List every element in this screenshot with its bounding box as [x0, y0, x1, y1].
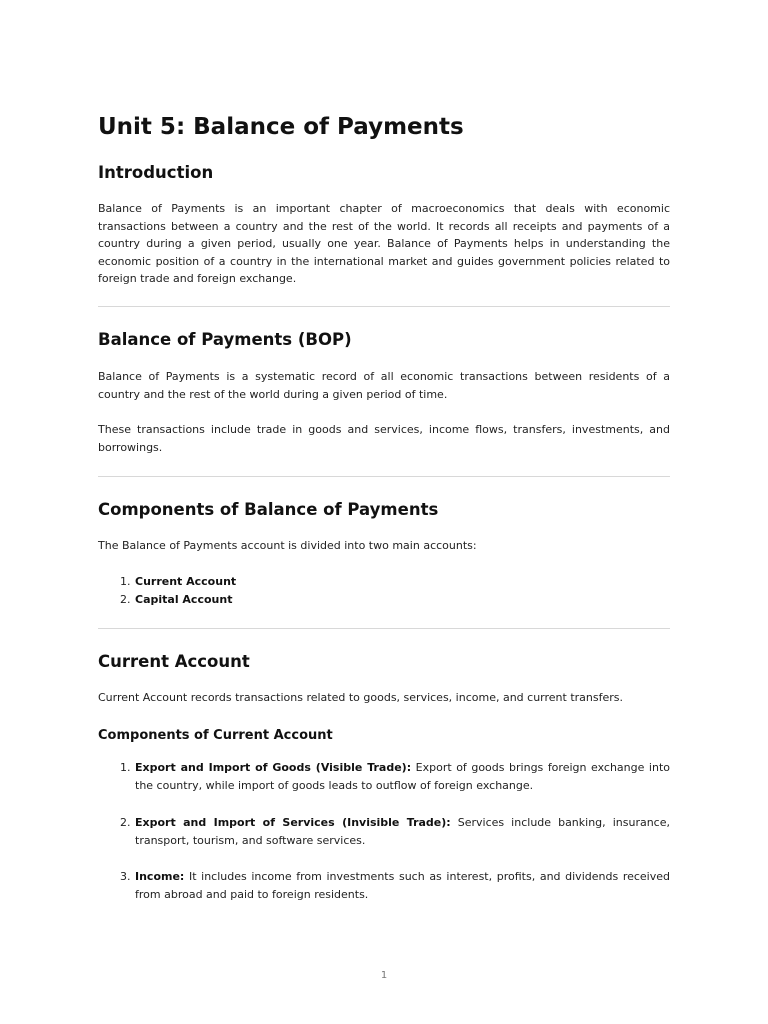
list-number: 3.: [120, 870, 131, 883]
list-item-label: Current Account: [135, 575, 237, 588]
components-paragraph: The Balance of Payments account is divided into two main accounts:: [98, 539, 477, 552]
list-number: 2.: [120, 593, 131, 606]
list-item-text: Export of goods brings foreign exchange into the country, while import of goods leads to outflow of foreign exchange.: [135, 761, 670, 792]
list-item: [120, 814, 670, 849]
section-divider: [98, 306, 670, 307]
current-account-heading: Current Account: [98, 652, 250, 671]
list-item-term: Export and Import of Services (Invisible Trade):: [135, 816, 451, 829]
list-number: 2.: [120, 816, 131, 829]
introduction-paragraph: Balance of Payments is an important chapter of macroeconomics that deals with economic transactions between a country and the rest of the world. It records all receipts and payments of a country during a given period, usually one year. Balance of Payments helps in understanding the economic position of a country in the international market and guides government policies related to foreign trade and foreign exchange.: [98, 202, 670, 285]
bop-paragraph-2: These transactions include trade in goods and services, income flows, transfers, investments, and borrowings.: [98, 423, 670, 454]
page-title: Unit 5: Balance of Payments: [98, 114, 464, 140]
list-item-term: Income:: [135, 870, 185, 883]
current-account-paragraph: Current Account records transactions related to goods, services, income, and current transfers.: [98, 691, 623, 704]
list-number: 1.: [120, 761, 131, 774]
introduction-heading: Introduction: [98, 163, 214, 182]
bop-heading: Balance of Payments (BOP): [98, 330, 352, 349]
section-divider: [98, 628, 670, 629]
list-number: 1.: [120, 575, 131, 588]
components-heading: Components of Balance of Payments: [98, 500, 439, 519]
list-item-label: Capital Account: [135, 593, 233, 606]
current-account-subheading: Components of Current Account: [98, 728, 333, 743]
list-item: [120, 868, 670, 903]
section-divider: [98, 476, 670, 477]
list-item: [120, 591, 670, 609]
list-item: [120, 573, 670, 591]
list-item-text: It includes income from investments such as interest, profits, and dividends received from abroad and paid to foreign residents.: [135, 870, 670, 901]
list-item-text: Services include banking, insurance, transport, tourism, and software services.: [135, 816, 670, 847]
list-item-term: Export and Import of Goods (Visible Trade):: [135, 761, 412, 774]
list-item: [120, 759, 670, 794]
bop-paragraph-1: Balance of Payments is a systematic record of all economic transactions between residents of a country and the rest of the world during a given period of time.: [98, 370, 670, 401]
page-number: 1: [380, 970, 388, 981]
